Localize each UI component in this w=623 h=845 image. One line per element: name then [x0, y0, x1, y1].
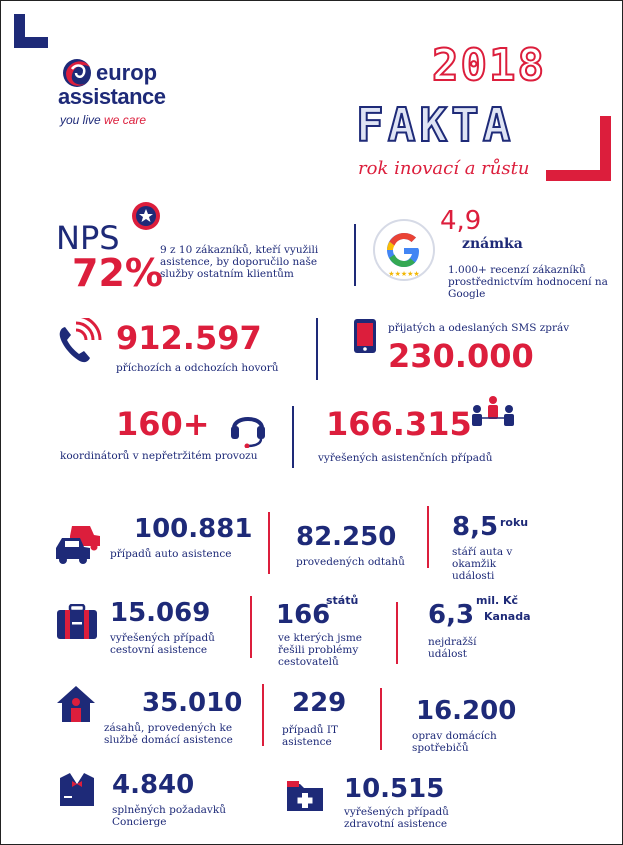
corner-bracket-bottom-right [546, 116, 611, 181]
divider [268, 512, 270, 574]
carage-value: 8,5 [452, 512, 499, 542]
home-value: 35.010 [142, 688, 243, 718]
sms-text: přijatých a odeslaných SMS zpráv [388, 322, 570, 334]
divider [262, 684, 264, 746]
expensive-value: 6,3 [428, 600, 475, 630]
tagline-part1: you live [60, 113, 101, 127]
title-year: 2018 [432, 40, 546, 91]
towing-value: 82.250 [296, 522, 397, 552]
coordinators-text: koordinátorů v nepřetržitém provozu [60, 450, 258, 462]
house-icon [56, 684, 96, 724]
divider [354, 224, 356, 286]
states-text: ve kterých jsme řešili problémy cestovatelů [278, 632, 363, 668]
svg-text:★★★★★: ★★★★★ [388, 270, 420, 278]
nps-label: NPS [56, 219, 120, 257]
health-value: 10.515 [344, 774, 445, 804]
concierge-jacket-icon [58, 770, 96, 808]
title-word: FAKTA [356, 98, 515, 152]
expensive-unit1: mil. Kč [476, 594, 519, 607]
expensive-text: nejdražší událost [428, 636, 477, 660]
auto-value: 100.881 [134, 514, 253, 544]
mobile-phone-icon [352, 318, 378, 354]
suitcase-icon [56, 604, 98, 640]
google-icon [372, 218, 436, 282]
home-text: zásahů, provedených ke službě domácí asistence [104, 722, 233, 746]
sms-value: 230.000 [388, 337, 534, 375]
google-value: 4,9 [440, 206, 482, 236]
it-value: 229 [292, 688, 347, 718]
calls-value: 912.597 [116, 319, 262, 357]
states-value: 166 [276, 600, 331, 630]
concierge-value: 4.840 [112, 770, 195, 800]
corner-bracket-top-left [14, 14, 48, 48]
divider [292, 406, 294, 468]
carage-unit: roku [500, 516, 529, 529]
expensive-unit2: Kanada [484, 610, 531, 623]
phone-icon [54, 318, 104, 368]
medical-folder-icon [286, 780, 324, 812]
travel-value: 15.069 [110, 598, 211, 628]
title-subtitle: rok inovací a růstu [358, 158, 530, 179]
states-unit: států [326, 594, 359, 607]
towing-text: provedených odtahů [296, 556, 405, 568]
appliances-text: oprav domácích spotřebičů [412, 730, 497, 754]
divider [380, 688, 382, 750]
nps-text: 9 z 10 zákazníků, kteří využili asistence, by doporučilo naše služby ostatním klientům [160, 244, 319, 280]
cases-text: vyřešených asistenčních případů [318, 452, 493, 464]
headset-icon [228, 406, 268, 448]
appliances-value: 16.200 [416, 696, 517, 726]
logo-tagline [60, 113, 146, 127]
divider [250, 596, 252, 658]
cases-value: 166.315 [326, 405, 472, 443]
concierge-text: splněných požadavků Concierge [112, 804, 226, 828]
divider [316, 318, 318, 380]
auto-text: případů auto asistence [110, 548, 232, 560]
people-meeting-icon [470, 394, 516, 428]
divider [427, 506, 429, 568]
coordinators-value: 160+ [116, 405, 210, 443]
health-text: vyřešených případů zdravotní asistence [344, 806, 449, 830]
google-label: známka [462, 236, 523, 252]
logo-line1: europ [96, 60, 158, 85]
divider [396, 602, 398, 664]
logo-line2: assistance [58, 84, 166, 109]
carage-text: stáří auta v okamžik události [452, 546, 513, 582]
travel-text: vyřešených případů cestovní asistence [110, 632, 215, 656]
nps-value: 72% [72, 251, 163, 295]
tagline-part2: we care [104, 113, 147, 127]
google-text: 1.000+ recenzí zákazníků prostřednictvím hodnocení na Google [448, 264, 608, 300]
it-text: případů IT asistence [282, 724, 339, 748]
cars-icon [54, 522, 102, 564]
calls-text: příchozích a odchozích hovorů [116, 362, 279, 374]
badge-star-icon [130, 200, 162, 232]
